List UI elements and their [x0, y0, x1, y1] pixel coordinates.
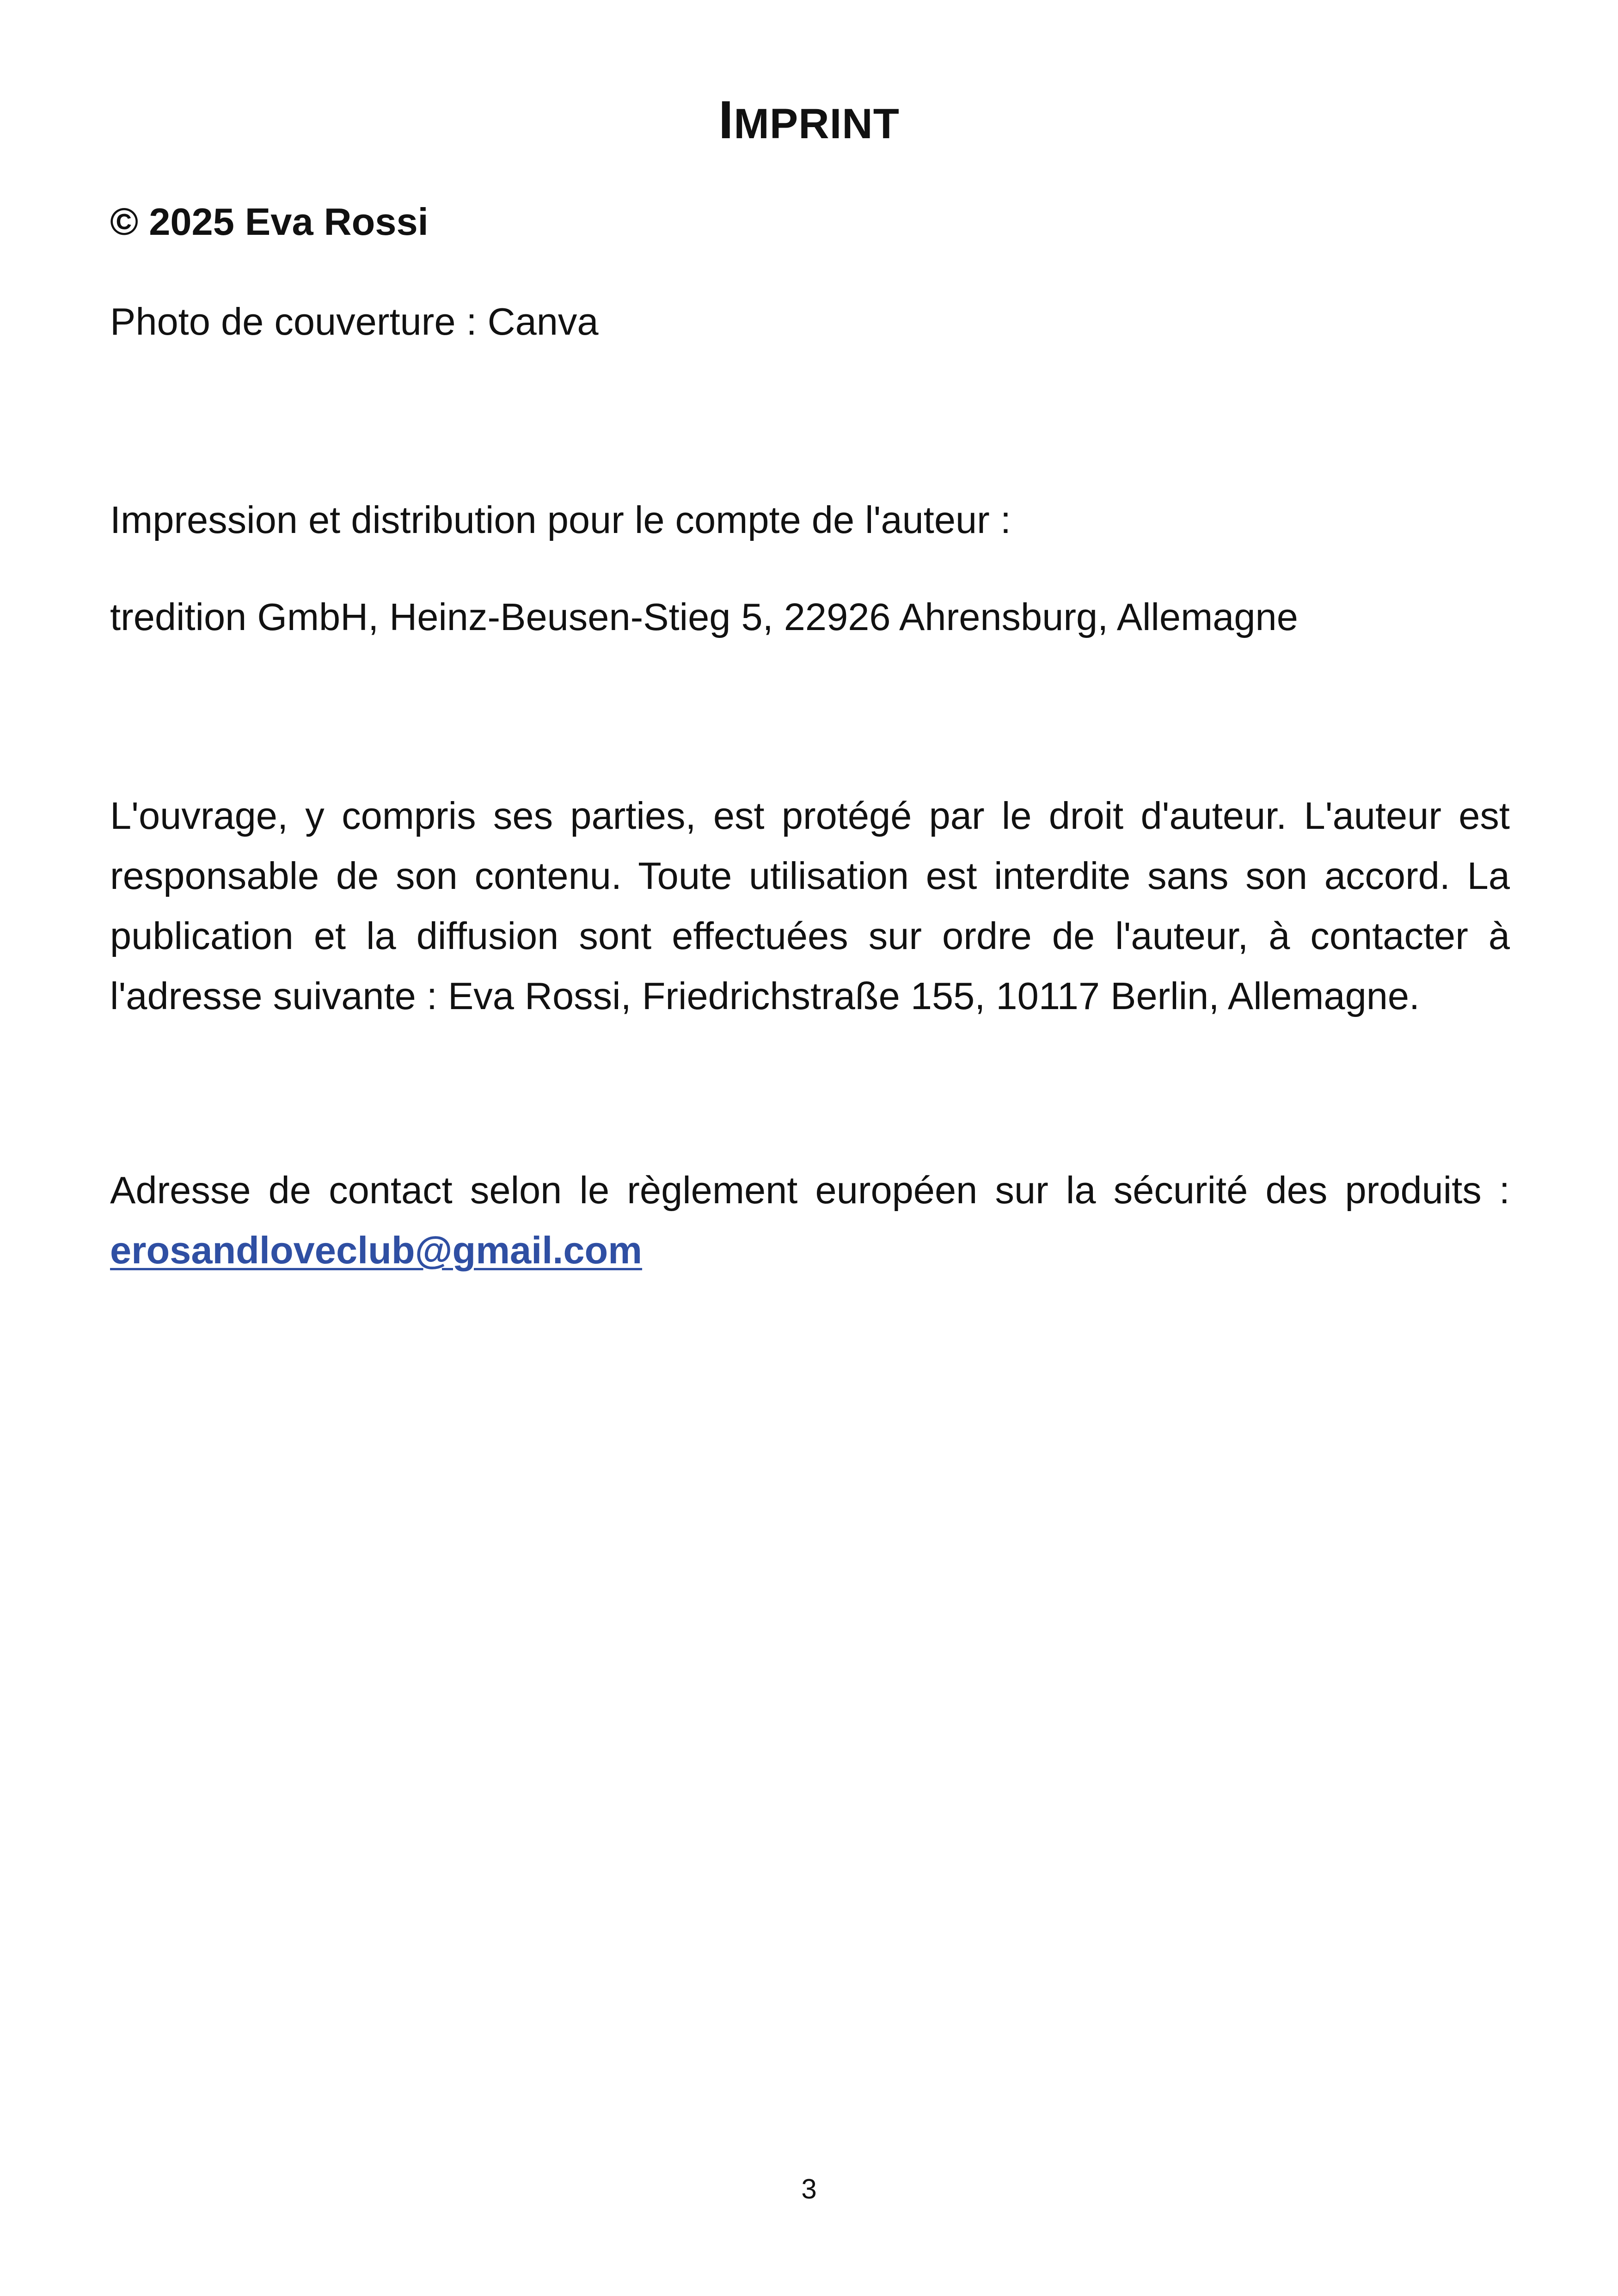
- copyright-paragraph: L'ouvrage, y compris ses parties, est protégé par le droit d'auteur. L'auteur est responsable de son contenu. Toute utilisation est interdite sans son accord. La publication et la diffusion sont effectuées sur ordre de l'auteur, à contacter à l'adresse suivante : Eva Rossi, Friedrichstraße 155, 10117 Berlin, Allemagne.: [110, 794, 1510, 1017]
- copyright-line: © 2025 Eva Rossi: [110, 200, 429, 243]
- contact-email-link[interactable]: erosandloveclub@gmail.com: [110, 1229, 643, 1272]
- page-title-rest: MPRINT: [734, 100, 900, 147]
- photo-credit: Photo de couverture : Canva: [110, 300, 599, 343]
- contact-label: Adresse de contact selon le règlement européen sur la sécurité des produits :: [110, 1169, 1510, 1212]
- impression-label: Impression et distribution pour le compte de l'auteur :: [110, 498, 1011, 541]
- contact-paragraph: [110, 1160, 1510, 1280]
- publisher-address: tredition GmbH, Heinz-Beusen-Stieg 5, 22926 Ahrensburg, Allemagne: [110, 595, 1298, 638]
- page-title-initial: I: [718, 90, 734, 150]
- page-number: 3: [801, 2174, 817, 2204]
- page-title: [0, 88, 1618, 152]
